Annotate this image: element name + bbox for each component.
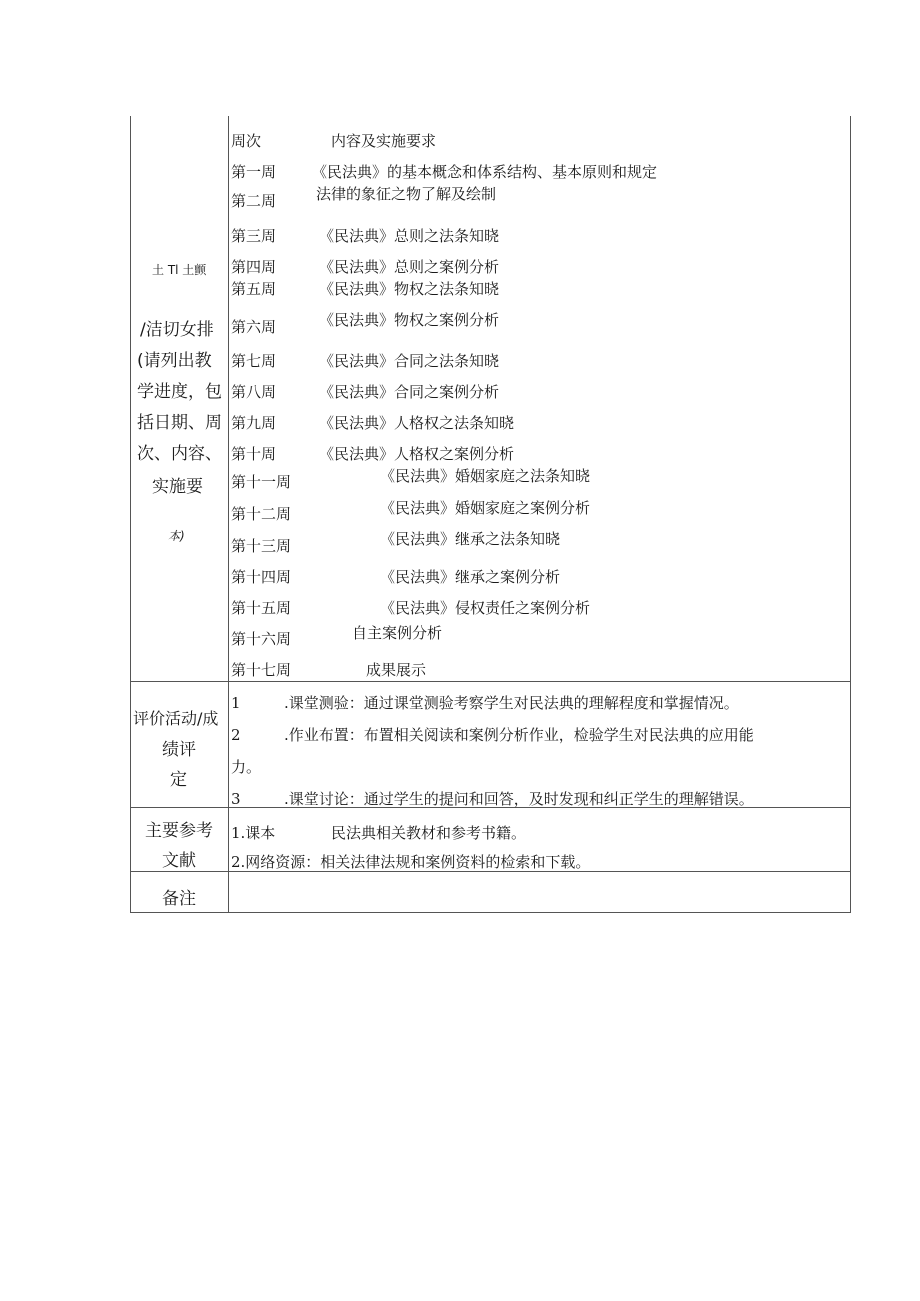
evaluation-label-line3: 定 [170,770,187,790]
week-label: 第三周 [231,227,277,245]
week-content: 《民法典》物权之案例分析 [319,311,500,329]
week-label: 第十六周 [231,630,292,648]
week-label: 第十三周 [231,537,292,555]
references-label-line1: 主要参考 [145,821,213,841]
reference-item-1-text: 民法典相关教材和参考书籍。 [331,824,527,842]
week-content: 《民法典》婚姻家庭之法条知晓 [380,467,591,485]
week-content: 《民法典》的基本概念和体系结构、基本原则和规定 [312,163,658,181]
reference-item-2: 2.网络资源：相关法律法规和案例资料的检索和下载。 [231,853,591,871]
column-divider [228,116,229,913]
week-label: 第六周 [231,318,277,336]
week-content: 《民法典》合同之案例分析 [319,383,500,401]
week-content: 《民法典》总则之法条知晓 [319,227,500,245]
remarks-label: 备注 [162,889,196,909]
evaluation-item-text: .课堂测验：通过课堂测验考察学生对民法典的理解程度和掌握情况。 [284,694,739,712]
schedule-label-line3: (请列出教 [137,351,212,371]
week-content: 《民法典》人格权之法条知晓 [319,414,515,432]
week-content: 自主案例分析 [352,624,443,642]
week-content: 《民法典》继承之案例分析 [380,568,561,586]
bottom-border [130,912,851,913]
right-border [850,116,851,913]
week-content: 《民法典》物权之法条知晓 [319,280,500,298]
reference-item-1-prefix: 1.课本 [231,824,276,842]
week-label: 第八周 [231,383,277,401]
week-label: 第一周 [231,163,277,181]
row-divider-1 [130,681,851,682]
evaluation-item-number: 1 [231,694,241,712]
week-label: 第十五周 [231,599,292,617]
week-content: 《民法典》总则之案例分析 [319,258,500,276]
week-label: 第五周 [231,280,277,298]
left-border-top [130,116,131,913]
week-label: 第四周 [231,258,277,276]
week-content: 《民法典》人格权之案例分析 [319,445,515,463]
week-content: 法律的象征之物了解及绘制 [316,185,497,203]
evaluation-item-number: 3 [231,790,241,808]
schedule-label-line2: /洁切女排 [140,320,214,340]
week-label: 第九周 [231,414,277,432]
schedule-label-line1: 土 Tl 土颤 [152,263,207,277]
week-content: 《民法典》婚姻家庭之案例分析 [380,499,591,517]
schedule-label-line6: 次、内容、 [137,444,222,464]
week-label: 第七周 [231,352,277,370]
evaluation-item-text: .课堂讨论：通过学生的提问和回答，及时发现和纠正学生的理解错误。 [284,790,754,808]
row-divider-3 [130,871,851,872]
evaluation-label-line2: 绩评 [162,740,196,760]
schedule-label-tail: 本) [168,529,185,543]
schedule-label-line7: 实施要 [152,477,203,497]
evaluation-item-text: 力。 [231,758,262,776]
week-content: 《民法典》继承之法条知晓 [380,530,561,548]
header-week: 周次 [231,132,262,150]
schedule-label-line5: 括日期、周 [137,413,222,433]
schedule-label-line4: 学进度，包 [137,382,222,402]
week-content: 成果展示 [366,661,427,679]
week-label: 第十二周 [231,505,292,523]
evaluation-label-line1: 评价活动/成 [133,709,219,728]
header-content: 内容及实施要求 [331,132,437,150]
evaluation-item-text: .作业布置：布置相关阅读和案例分析作业，检验学生对民法典的应用能 [284,726,754,744]
week-label: 第十一周 [231,473,292,491]
week-label: 第十周 [231,445,277,463]
week-content: 《民法典》侵权责任之案例分析 [380,599,591,617]
week-label: 第十七周 [231,661,292,679]
references-label-line2: 文献 [162,851,196,871]
week-label: 第十四周 [231,568,292,586]
week-content: 《民法典》合同之法条知晓 [319,352,500,370]
evaluation-item-number: 2 [231,726,241,744]
week-label: 第二周 [231,192,277,210]
